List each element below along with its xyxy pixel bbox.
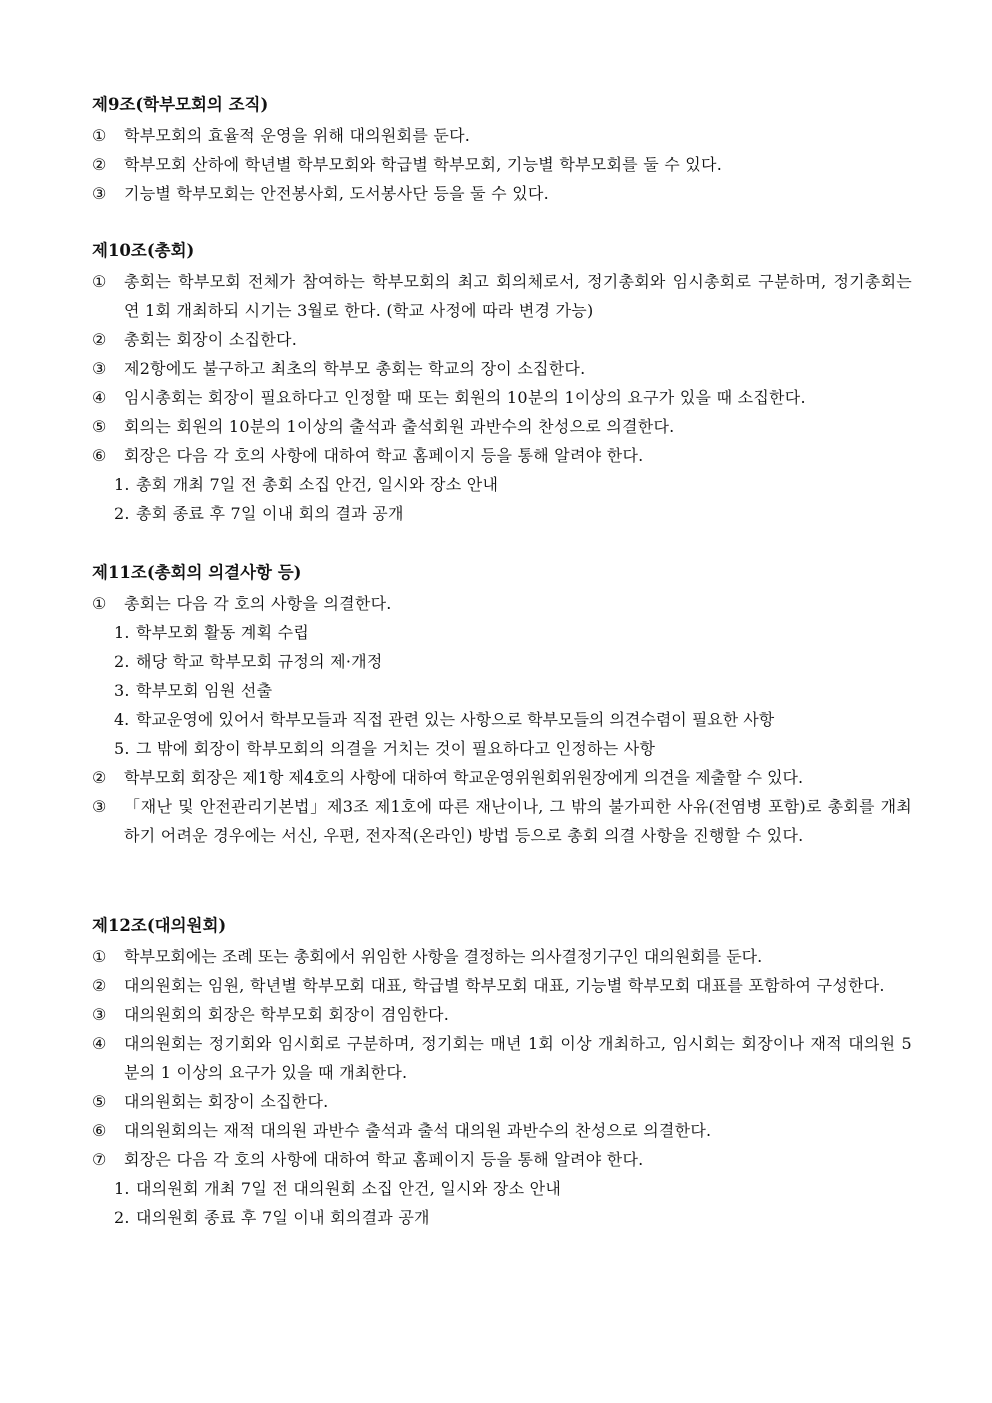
clause [92,179,912,208]
clause [92,1145,912,1174]
sub-item-text: 학교운영에 있어서 학부모들과 직접 관련 있는 사항으로 학부모들의 의견수렴이 필요한 사항 [136,710,775,729]
article-10 [92,238,912,528]
clause-number: ③ [92,359,107,378]
clause-number: ⑤ [92,417,107,436]
sub-item [92,734,912,763]
clause [92,441,912,470]
clause [92,763,912,792]
sub-item-number: 5. [114,739,130,758]
clause-text: 학부모회의 효율적 운영을 위해 대의원회를 둔다. [124,126,471,145]
sub-item [92,676,912,705]
sub-item-number: 1. [114,1179,130,1198]
article-heading: 제9조(학부모회의 조직) [92,95,269,114]
sub-item-number: 1. [114,623,130,642]
clause-text: 대의원회는 정기회와 임시회로 구분하며, 정기회는 매년 1회 이상 개최하고, 임시회는 회장이나 재적 대의원 5분의 1 이상의 요구가 있을 때 개최한다. [124,1034,912,1082]
article-heading: 제11조(총회의 의결사항 등) [92,563,302,582]
clause-text: 임시총회는 회장이 필요하다고 인정할 때 또는 회원의 10분의 1이상의 요구가 있을 때 소집한다. [124,388,806,407]
clause-number: ③ [92,184,107,203]
clause-text: 「재난 및 안전관리기본법」제3조 제1호에 따른 재난이나, 그 밖의 불가피한 사유(전염병 포함)로 총회를 개최하기 어려운 경우에는 서신, 우편, 전자적(온라인) 방법 등으로 총회 의결 사항을 진행할 수 있다. [124,797,912,845]
clause-text: 제2항에도 불구하고 최초의 학부모 총회는 학교의 장이 소집한다. [124,359,586,378]
sub-item-text: 대의원회 개최 7일 전 대의원회 소집 안건, 일시와 장소 안내 [136,1179,562,1198]
sub-item-text: 대의원회 종료 후 7일 이내 회의결과 공개 [136,1208,430,1227]
sub-item-number: 1. [114,475,130,494]
article-heading: 제10조(총회) [92,241,195,260]
article-heading: 제12조(대의원회) [92,916,227,935]
sub-item-number: 3. [114,681,130,700]
clause [92,942,912,971]
clause-number: ① [92,594,107,613]
clause-number: ② [92,330,107,349]
sub-item-number: 2. [114,504,130,523]
sub-item [92,705,912,734]
clause-number: ③ [92,797,107,816]
clause [92,354,912,383]
sub-item-text: 그 밖에 회장이 학부모회의 의결을 거치는 것이 필요하다고 인정하는 사항 [136,739,656,758]
clause-number: ⑤ [92,1092,107,1111]
sub-item-number: 4. [114,710,130,729]
clause-number: ① [92,126,107,145]
clause-number: ⑥ [92,446,107,465]
sub-item [92,1203,912,1232]
clause [92,589,912,618]
clause-text: 학부모회에는 조례 또는 총회에서 위임한 사항을 결정하는 의사결정기구인 대의원회를 둔다. [124,947,763,966]
article-11 [92,560,912,850]
clause-number: ④ [92,1034,107,1053]
clause [92,383,912,412]
sub-item [92,499,912,528]
sub-item-text: 학부모회 활동 계획 수립 [136,623,310,642]
clause [92,1000,912,1029]
clause [92,792,912,850]
clause-number: ② [92,976,107,995]
clause-text: 대의원회는 임원, 학년별 학부모회 대표, 학급별 학부모회 대표, 기능별 학부모회 대표를 포함하여 구성한다. [124,976,885,995]
clause [92,121,912,150]
sub-item-text: 학부모회 임원 선출 [136,681,273,700]
sub-item-text: 총회 개최 7일 전 총회 소집 안건, 일시와 장소 안내 [136,475,499,494]
sub-item-text: 해당 학교 학부모회 규정의 제·개정 [136,652,383,671]
clause-text: 대의원회의는 재적 대의원 과반수 출석과 출석 대의원 과반수의 찬성으로 의결한다. [124,1121,712,1140]
clause-text: 총회는 회장이 소집한다. [124,330,298,349]
sub-item [92,647,912,676]
clause-text: 회장은 다음 각 호의 사항에 대하여 학교 홈페이지 등을 통해 알려야 한다. [124,1150,644,1169]
clause-number: ② [92,768,107,787]
clause-number: ② [92,155,107,174]
clause-text: 학부모회 회장은 제1항 제4호의 사항에 대하여 학교운영위원회위원장에게 의견을 제출할 수 있다. [124,768,804,787]
article-12 [92,913,912,1232]
clause [92,150,912,179]
clause [92,325,912,354]
clause-text: 대의원회의 회장은 학부모회 회장이 겸임한다. [124,1005,450,1024]
clause-number: ⑦ [92,1150,107,1169]
sub-item-number: 2. [114,652,130,671]
clause-text: 학부모회 산하에 학년별 학부모회와 학급별 학부모회, 기능별 학부모회를 둘 수 있다. [124,155,723,174]
clause-number: ③ [92,1005,107,1024]
clause [92,1116,912,1145]
sub-item [92,618,912,647]
sub-item-number: 2. [114,1208,130,1227]
clause-number: ① [92,272,107,291]
clause [92,267,912,325]
sub-item [92,1174,912,1203]
clause [92,1087,912,1116]
clause-text: 기능별 학부모회는 안전봉사회, 도서봉사단 등을 둘 수 있다. [124,184,549,203]
clause-number: ⑥ [92,1121,107,1140]
clause-number: ① [92,947,107,966]
sub-item-text: 총회 종료 후 7일 이내 회의 결과 공개 [136,504,404,523]
clause-text: 대의원회는 회장이 소집한다. [124,1092,329,1111]
clause-text: 회장은 다음 각 호의 사항에 대하여 학교 홈페이지 등을 통해 알려야 한다. [124,446,644,465]
clause-text: 회의는 회원의 10분의 1이상의 출석과 출석회원 과반수의 찬성으로 의결한다. [124,417,675,436]
article-9 [92,92,912,208]
clause [92,971,912,1000]
clause-text: 총회는 다음 각 호의 사항을 의결한다. [124,594,392,613]
sub-item [92,470,912,499]
clause-text: 총회는 학부모회 전체가 참여하는 학부모회의 최고 회의체로서, 정기총회와 임시총회로 구분하며, 정기총회는 연 1회 개최하되 시기는 3월로 한다. (학교 사정에 따라 변경 가능) [124,272,912,320]
clause [92,412,912,441]
clause-number: ④ [92,388,107,407]
clause [92,1029,912,1087]
